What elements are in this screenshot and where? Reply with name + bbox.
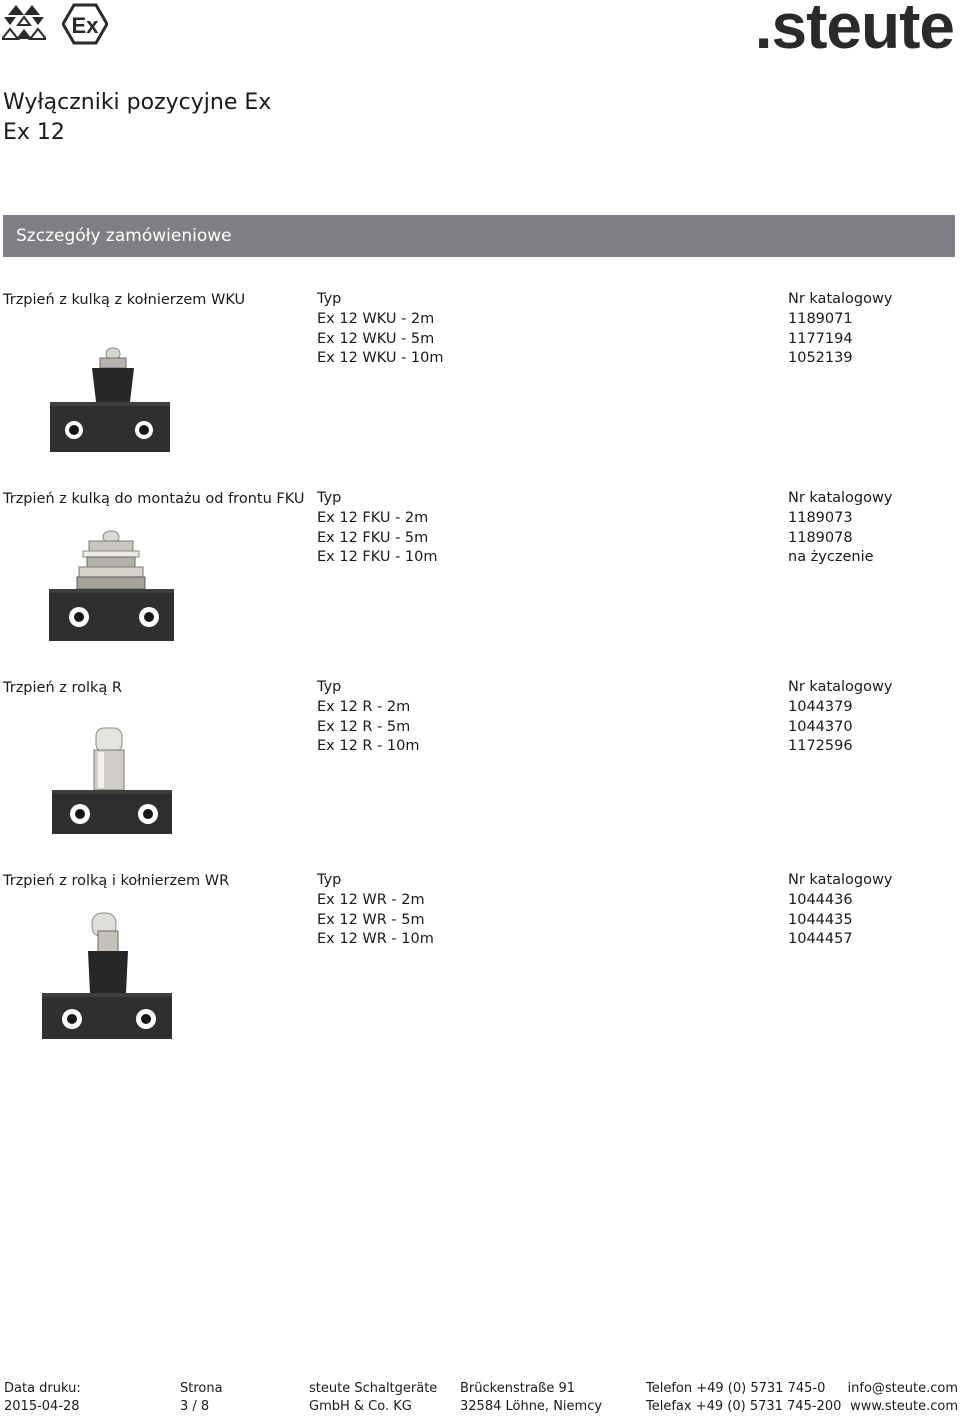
catalog-number: 1172596 (788, 738, 853, 755)
page-title (3, 88, 271, 148)
catalog-number-column (788, 290, 892, 369)
catalog-number: 1052139 (788, 350, 853, 367)
catalog-number: 1044379 (788, 698, 853, 715)
ex-hexagon-icon (62, 3, 108, 45)
catalog-number: 1189078 (788, 529, 853, 546)
product-name: Trzpień z rolką i kołnierzem WR (3, 873, 230, 889)
city: 32584 Löhne, Niemcy (460, 1398, 603, 1414)
catalog-number: 1189071 (788, 310, 853, 327)
footer-contact (848, 1380, 958, 1415)
type-header: Typ (317, 872, 342, 888)
company-name-line-1: steute Schaltgeräte (309, 1381, 438, 1396)
product-image-wr (42, 911, 172, 1039)
catalog-number: 1177194 (788, 330, 853, 347)
print-date-label: Data druku: (4, 1381, 81, 1396)
website-link[interactable]: www.steute.com (850, 1398, 958, 1414)
type-column (317, 489, 438, 568)
catalog-number: 1044436 (788, 891, 853, 908)
product-name: Trzpień z rolką R (3, 680, 122, 696)
phone: Telefon +49 (0) 5731 745-0 (646, 1381, 826, 1396)
title-line-1: Wyłączniki pozycyjne Ex (3, 90, 272, 115)
footer-page (180, 1380, 223, 1415)
type-value: Ex 12 R - 10m (317, 738, 420, 755)
type-value: Ex 12 R - 2m (317, 698, 411, 715)
catalog-number-header: Nr katalogowy (788, 291, 893, 307)
type-column (317, 290, 444, 369)
catalog-number: na życzenie (788, 549, 874, 566)
product-name: Trzpień z kulką z kołnierzem WKU (3, 292, 246, 308)
catalog-number-header: Nr katalogowy (788, 679, 893, 695)
product-image-fku (49, 529, 174, 641)
product-name: Trzpień z kulką do montażu od frontu FKU (3, 491, 305, 507)
type-value: Ex 12 FKU - 2m (317, 509, 429, 526)
section-header-ordering-details: Szczegóły zamówieniowe (3, 215, 955, 257)
product-image-wku (50, 346, 170, 452)
footer-print-date (4, 1380, 81, 1415)
catalog-number: 1189073 (788, 509, 853, 526)
type-value: Ex 12 FKU - 10m (317, 549, 438, 566)
type-value: Ex 12 WKU - 2m (317, 310, 435, 327)
brand-logo: .steute (754, 0, 954, 62)
page-label: Strona (180, 1381, 223, 1396)
catalog-number-header: Nr katalogowy (788, 490, 893, 506)
type-value: Ex 12 WKU - 5m (317, 330, 435, 347)
catalog-number-header: Nr katalogowy (788, 872, 893, 888)
print-date-value: 2015-04-28 (4, 1398, 80, 1414)
type-header: Typ (317, 291, 342, 307)
ex-mark: Ex (71, 13, 99, 38)
type-value: Ex 12 WKU - 10m (317, 350, 444, 367)
type-header: Typ (317, 679, 342, 695)
street: Brückenstraße 91 (460, 1381, 575, 1396)
type-column (317, 678, 420, 757)
type-header: Typ (317, 490, 342, 506)
type-value: Ex 12 R - 5m (317, 718, 411, 735)
product-image-r (52, 726, 172, 834)
catalog-number-column (788, 678, 892, 757)
email-link[interactable]: info@steute.com (847, 1381, 958, 1396)
catalog-number: 1044457 (788, 931, 853, 948)
catalog-number: 1044435 (788, 911, 853, 928)
type-value: Ex 12 WR - 5m (317, 911, 425, 928)
catalog-number-column (788, 871, 892, 950)
page-number: 3 / 8 (180, 1398, 210, 1414)
type-value: Ex 12 WR - 10m (317, 931, 434, 948)
safety-triangles-icon (2, 3, 46, 45)
catalog-number-column (788, 489, 892, 568)
catalog-number: 1044370 (788, 718, 853, 735)
header-logos (2, 2, 108, 46)
footer-company (309, 1380, 437, 1415)
footer-phone (646, 1380, 841, 1415)
type-column (317, 871, 434, 950)
footer-address (460, 1380, 602, 1415)
fax: Telefax +49 (0) 5731 745-200 (646, 1398, 842, 1414)
title-line-2: Ex 12 (3, 120, 65, 145)
type-value: Ex 12 FKU - 5m (317, 529, 429, 546)
type-value: Ex 12 WR - 2m (317, 891, 425, 908)
company-name-line-2: GmbH & Co. KG (309, 1398, 412, 1414)
